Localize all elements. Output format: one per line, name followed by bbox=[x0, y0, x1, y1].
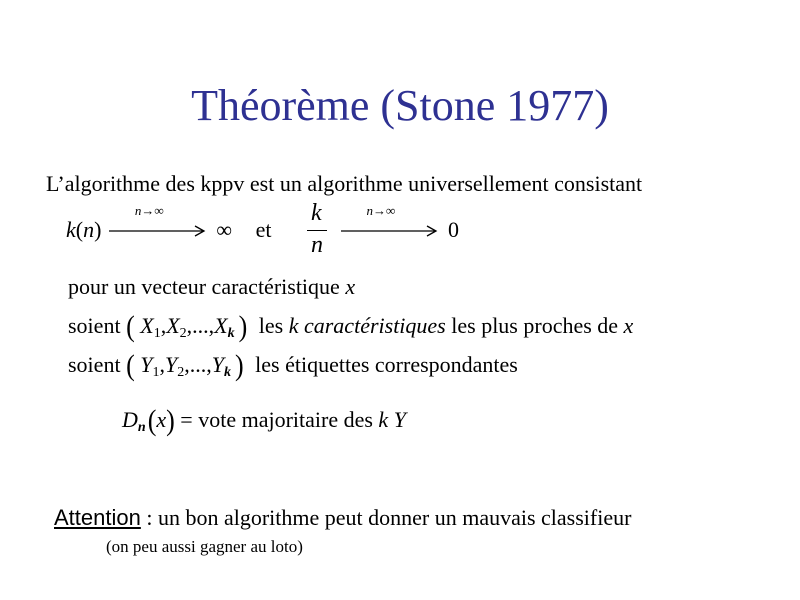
intro-text: L’algorithme des kppv est un algorithme universellement consistant bbox=[46, 171, 643, 196]
arrow-right-icon bbox=[107, 217, 211, 243]
neighbors-line: soient ( X1,X2,...,Xk ) les k caractéristiques les plus proches de x bbox=[68, 309, 634, 344]
attention-note: (on peu aussi gagner au loto) bbox=[106, 537, 303, 556]
feature-vector-text: pour un vecteur caractéristique bbox=[68, 274, 346, 299]
limit-arrow-left-label: n→∞ bbox=[134, 203, 164, 218]
decision-D: D bbox=[122, 407, 138, 432]
subscript-k: k bbox=[227, 326, 235, 341]
arrow-right-icon bbox=[339, 217, 443, 243]
limits-formula: k(n) n→∞ ∞ et $\frac{k}{n}$ n→∞ 0 bbox=[66, 200, 459, 258]
labels-prefix: soient bbox=[68, 352, 121, 377]
neighbors-x: x bbox=[623, 313, 634, 338]
k-symbol: k bbox=[66, 217, 76, 242]
limit-arrow-right bbox=[339, 203, 443, 243]
x-symbol: X bbox=[214, 313, 228, 338]
n-symbol: n bbox=[83, 217, 95, 242]
decision-rule: Dn(x) = vote majoritaire des k Y bbox=[122, 403, 406, 438]
x-symbol: X bbox=[140, 313, 154, 338]
decision-Y: Y bbox=[393, 407, 406, 432]
neighbors-k: k bbox=[288, 313, 299, 338]
x-symbol: X bbox=[166, 313, 180, 338]
limit-left-result: ∞ bbox=[216, 217, 233, 242]
attention-line bbox=[54, 505, 631, 531]
page-title: Théorème (Stone 1977) bbox=[191, 81, 609, 130]
neighbors-middle: les bbox=[258, 313, 289, 338]
subscript-k: k bbox=[223, 365, 231, 380]
neighbors-suffix: les plus proches de bbox=[445, 313, 624, 338]
decision-k: k bbox=[378, 407, 389, 432]
attention-label: Attention bbox=[54, 505, 141, 530]
subscript-2: 2 bbox=[177, 365, 185, 380]
y-symbol: Y bbox=[140, 352, 153, 377]
decision-text: = vote majoritaire des bbox=[174, 407, 379, 432]
labels-line: soient ( Y1,Y2,...,Yk ) les étiquettes correspondantes bbox=[68, 348, 518, 383]
y-symbol: Y bbox=[164, 352, 178, 377]
feature-vector-line bbox=[68, 274, 355, 300]
decision-sub-n: n bbox=[137, 420, 146, 435]
limit-right-result: 0 bbox=[448, 217, 459, 242]
limit-arrow-left bbox=[107, 203, 211, 243]
subscript-2: 2 bbox=[179, 326, 187, 341]
fraction-numerator: k bbox=[311, 200, 322, 226]
fraction-bar bbox=[307, 230, 327, 231]
connector-et: et bbox=[255, 217, 272, 242]
k-over-n-fraction bbox=[305, 200, 333, 260]
subscript-1: 1 bbox=[153, 326, 161, 341]
limit-arrow-right-label: n→∞ bbox=[366, 203, 396, 218]
attention-text: : un bon algorithme peut donner un mauvais classifieur bbox=[140, 505, 632, 530]
neighbors-prefix: soient bbox=[68, 313, 121, 338]
neighbors-italic-word: caractéristiques bbox=[298, 313, 446, 338]
labels-suffix: les étiquettes correspondantes bbox=[255, 352, 518, 377]
y-symbol: Y bbox=[211, 352, 224, 377]
subscript-1: 1 bbox=[152, 365, 160, 380]
decision-arg: x bbox=[156, 407, 167, 432]
feature-vector-var: x bbox=[345, 274, 356, 299]
fraction-denominator: n bbox=[311, 232, 323, 258]
